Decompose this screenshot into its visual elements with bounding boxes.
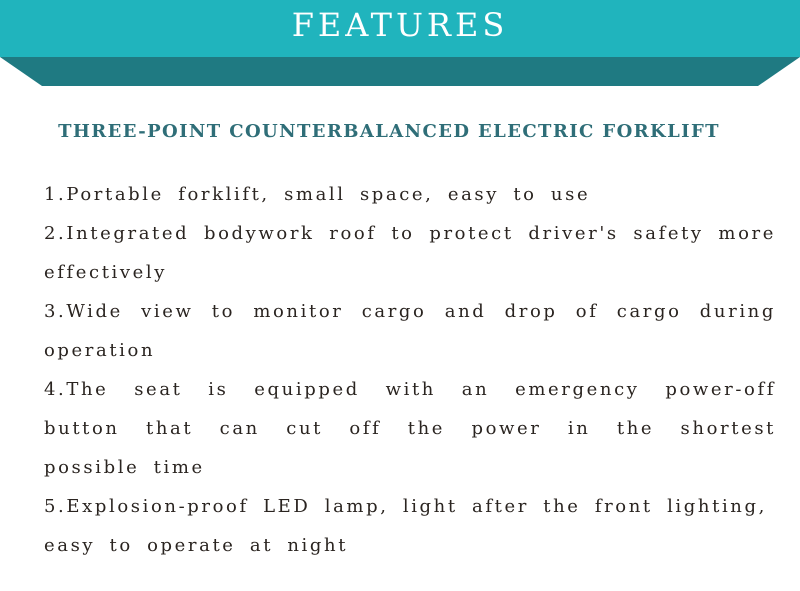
product-subtitle: THREE-POINT COUNTERBALANCED ELECTRIC FORKLIFT bbox=[58, 121, 720, 142]
banner-title: FEATURES bbox=[291, 6, 509, 44]
feature-list bbox=[44, 175, 776, 565]
feature-item: 4.The seat is equipped with an emergency power-off button that can cut off the power in the shortest possible time bbox=[44, 379, 776, 478]
banner-bottom-band bbox=[0, 57, 800, 86]
feature-item: 1.Portable forklift, small space, easy to use bbox=[44, 184, 591, 205]
feature-item: 3.Wide view to monitor cargo and drop of cargo during operation bbox=[44, 301, 776, 361]
features-banner bbox=[0, 0, 800, 88]
feature-item: 5.Explosion-proof LED lamp, light after the front lighting, easy to operate at night bbox=[44, 496, 767, 556]
feature-item: 2.Integrated bodywork roof to protect driver's safety more effectively bbox=[44, 223, 776, 283]
